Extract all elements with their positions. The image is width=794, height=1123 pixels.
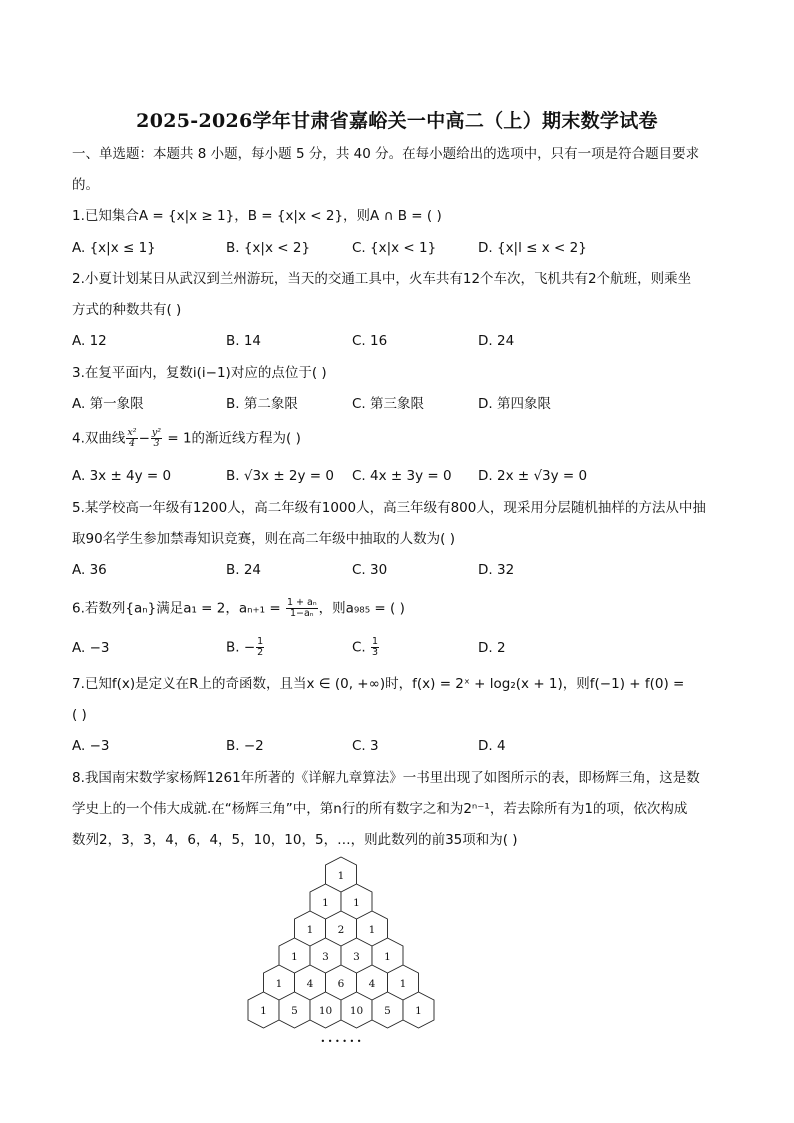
triangle-cell-value: 1 [353, 897, 360, 909]
q3-option-d: D. 第四象限 [478, 396, 551, 412]
q6-option-b-prefix: B. − [226, 639, 256, 656]
triangle-cell-value: 10 [349, 1005, 364, 1017]
q5-stem-line1: 5.某学校高一年级有1200人，高二年级有1000人，高三年级有800人，现采用分层随机抽样的方法从中抽 [72, 500, 706, 516]
q4-frac1-den: 4 [128, 438, 135, 449]
q8-stem-line3: 数列2，3，3，4，6，4，5，10，10，5，…，则此数列的前35项和为( ) [72, 832, 518, 848]
q5-option-b: B. 24 [226, 562, 262, 578]
q6-option-c [352, 637, 380, 658]
q7-stem-line2: ( ) [72, 707, 87, 723]
q4-frac2-den: 3 [153, 438, 160, 449]
triangle-ellipsis: • • • • • • [320, 1037, 362, 1042]
q3-option-c: C. 第三象限 [352, 396, 425, 412]
q4-frac2-num: y² [151, 427, 162, 438]
q7-option-c: C. 3 [352, 738, 379, 754]
q4-minus: − [138, 430, 150, 447]
q1-stem: 1.已知集合A = {x|x ≥ 1}，B = {x|x < 2}，则A ∩ B = ( ) [72, 208, 442, 224]
q6-option-c-fraction [371, 637, 379, 658]
triangle-cell-value: 1 [291, 951, 298, 963]
q4-option-b: B. √3x ± 2y = 0 [226, 468, 334, 484]
triangle-cell-value: 1 [337, 870, 345, 882]
q3-option-a: A. 第一象限 [72, 396, 144, 412]
triangle-cell-value: 1 [384, 951, 391, 963]
q2-option-b: B. 14 [226, 333, 262, 349]
q6-stem-suffix: ，则a₉₈₅ = ( ) [318, 600, 405, 617]
q6-frac-num: 1 + aₙ [286, 597, 317, 608]
q3-stem: 3.在复平面内，复数i(i−1)对应的点位于( ) [72, 365, 327, 381]
q2-option-a: A. 12 [72, 333, 107, 349]
q6-frac-den: 1−aₙ [289, 608, 314, 619]
q6-stem-prefix: 6.若数列{aₙ}满足a₁ = 2，aₙ₊₁ = [72, 600, 285, 617]
q2-option-c: C. 16 [352, 333, 388, 349]
triangle-cell-value: 10 [318, 1005, 333, 1017]
triangle-cell-value: 1 [368, 924, 376, 936]
q6-option-b-num: 1 [257, 636, 264, 647]
q7-stem-line1: 7.已知f(x)是定义在R上的奇函数，且当x ∈ (0, +∞)时，f(x) = 2ˣ + log₂(x + 1)，则f(−1) + f(0) = [72, 676, 685, 692]
q4-stem-prefix: 4.双曲线 [72, 430, 126, 447]
q4-option-d: D. 2x ± √3y = 0 [478, 468, 588, 484]
q4-frac1-num: x² [127, 427, 137, 438]
q8-stem-line1: 8.我国南宋数学家杨辉1261年所著的《详解九章算法》一书里出现了如图所示的表，即杨辉三角，这是数 [72, 770, 700, 786]
q2-stem-line1: 2.小夏计划某日从武汉到兰州游玩，当天的交通工具中，火车共有12个车次，飞机共有2个航班，则乘坐 [72, 271, 692, 287]
triangle-cell-value: 3 [353, 951, 360, 963]
triangle-cell-value: 1 [275, 978, 283, 990]
section-instruction-line1: 一、单选题：本题共 8 小题，每小题 5 分，共 40 分。在每小题给出的选项中，只有一项是符合题目要求 [72, 146, 700, 162]
q5-option-a: A. 36 [72, 562, 107, 578]
triangle-cell-value: 5 [384, 1005, 391, 1017]
q4-fraction-y [151, 428, 162, 449]
q8-stem-line2: 学史上的一个伟大成就.在“杨辉三角”中，第n行的所有数字之和为2ⁿ⁻¹，若去除所有为1的项，依次构成 [72, 801, 688, 817]
q1-option-b: B. {x|x < 2} [226, 240, 311, 256]
triangle-cell-value: 1 [322, 897, 329, 909]
q7-option-b: B. −2 [226, 738, 264, 754]
q1-option-d: D. {x|l ≤ x < 2} [478, 240, 587, 256]
q6-option-c-num: 1 [372, 636, 379, 647]
q6-option-a: A. −3 [72, 640, 110, 656]
section-instruction-line2: 的。 [72, 177, 99, 193]
triangle-cell-value: 1 [399, 978, 407, 990]
q6-fraction [286, 598, 318, 619]
q4-option-a: A. 3x ± 4y = 0 [72, 468, 172, 484]
q6-option-b-den: 2 [257, 647, 264, 658]
exam-title: 2025-2026学年甘肃省嘉峪关一中高二（上）期末数学试卷 [136, 110, 658, 132]
triangle-cell-value: 2 [337, 924, 345, 936]
q1-option-a: A. {x|x ≤ 1} [72, 240, 156, 256]
triangle-cell-value: 6 [337, 978, 345, 990]
q7-option-d: D. 4 [478, 738, 506, 754]
q5-stem-line2: 取90名学生参加禁毒知识竞赛，则在高二年级中抽取的人数为( ) [72, 531, 456, 547]
q2-stem-line2: 方式的种数共有( ) [72, 302, 182, 318]
triangle-cell-value: 4 [306, 978, 314, 990]
q6-option-c-den: 3 [372, 647, 379, 658]
triangle-cell-value: 1 [260, 1005, 267, 1017]
q5-option-c: C. 30 [352, 562, 388, 578]
yang-hui-triangle-figure [240, 852, 460, 1042]
q7-option-a: A. −3 [72, 738, 110, 754]
triangle-cell-value: 3 [322, 951, 329, 963]
triangle-cell-value: 1 [306, 924, 314, 936]
triangle-cell-value: 1 [415, 1005, 422, 1017]
q4-option-c: C. 4x ± 3y = 0 [352, 468, 452, 484]
triangle-cell-value: 4 [368, 978, 376, 990]
q1-option-c: C. {x|x < 1} [352, 240, 437, 256]
q5-option-d: D. 32 [478, 562, 515, 578]
q6-option-b-fraction [256, 637, 264, 658]
q2-option-d: D. 24 [478, 333, 515, 349]
q6-stem [72, 598, 405, 619]
q6-option-b [226, 637, 265, 658]
q4-fraction-x [126, 428, 137, 449]
q6-option-d: D. 2 [478, 640, 506, 656]
triangle-cell-value: 5 [291, 1005, 298, 1017]
q4-stem [72, 428, 301, 449]
q4-stem-suffix: = 1的渐近线方程为( ) [163, 430, 301, 447]
q6-option-c-prefix: C. [352, 639, 371, 656]
q3-option-b: B. 第二象限 [226, 396, 298, 412]
